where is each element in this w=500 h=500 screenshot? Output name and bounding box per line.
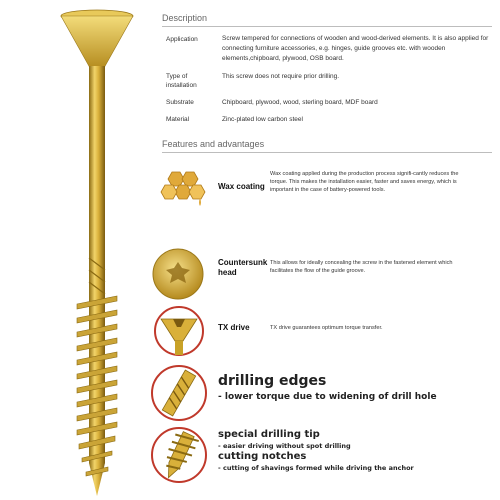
wax-honeycomb-icon (160, 168, 210, 208)
wax-coating-desc: Wax coating applied during the production process signifi-cantly reduces the torque. This makes the installation easier, faster and saves energy, which is important in the case of battery-powered tools. (270, 171, 459, 193)
substrate-value: Chipboard, plywood, wood, sterling board, MDF board (222, 99, 378, 106)
drilling-edges-icon (150, 364, 208, 422)
description-divider (162, 26, 492, 27)
drilling-tip-subtitle: - easier driving without spot drilling (218, 442, 351, 450)
features-divider (162, 152, 492, 153)
material-label: Material (166, 116, 190, 123)
wax-coating-title: Wax coating (218, 182, 265, 191)
description-title: Description (162, 13, 208, 23)
installation-value: This screw does not require prior drilling. (222, 73, 340, 80)
drilling-tip-icon (150, 426, 208, 484)
tx-drive-icon (153, 305, 205, 357)
tx-drive-desc: TX drive guarantees optimum torque transfer. (270, 325, 383, 331)
countersunk-head-desc: This allows for ideally concealing the screw in the fastened element which facilitates the flow of the guide groove. (270, 260, 453, 274)
drilling-tip-title: special drilling tip (218, 429, 320, 440)
countersunk-head-icon (150, 246, 206, 302)
cutting-notches-title: cutting notches (218, 451, 307, 462)
cutting-notches-subtitle: - cutting of shavings formed while driving the anchor (218, 464, 414, 472)
drilling-edges-title: drilling edges (218, 373, 327, 389)
tx-drive-title: TX drive (218, 323, 250, 332)
material-value: Zinc-plated low carbon steel (222, 116, 303, 123)
installation-label: Type of installation (166, 73, 197, 89)
substrate-label: Substrate (166, 99, 194, 106)
countersunk-head-title: Countersunk head (218, 258, 268, 277)
screw-illustration (55, 8, 140, 498)
application-label: Application (166, 36, 198, 43)
drilling-edges-subtitle: - lower torque due to widening of drill hole (218, 392, 437, 402)
application-value: Screw tempered for connections of wooden and wood-derived elements. It is also applied for connecting furniture accessories, e.g. hinges, guide grooves etc. with wooden elements,chipboard, plywood, OSB board. (222, 35, 489, 62)
features-title: Features and advantages (162, 139, 265, 149)
